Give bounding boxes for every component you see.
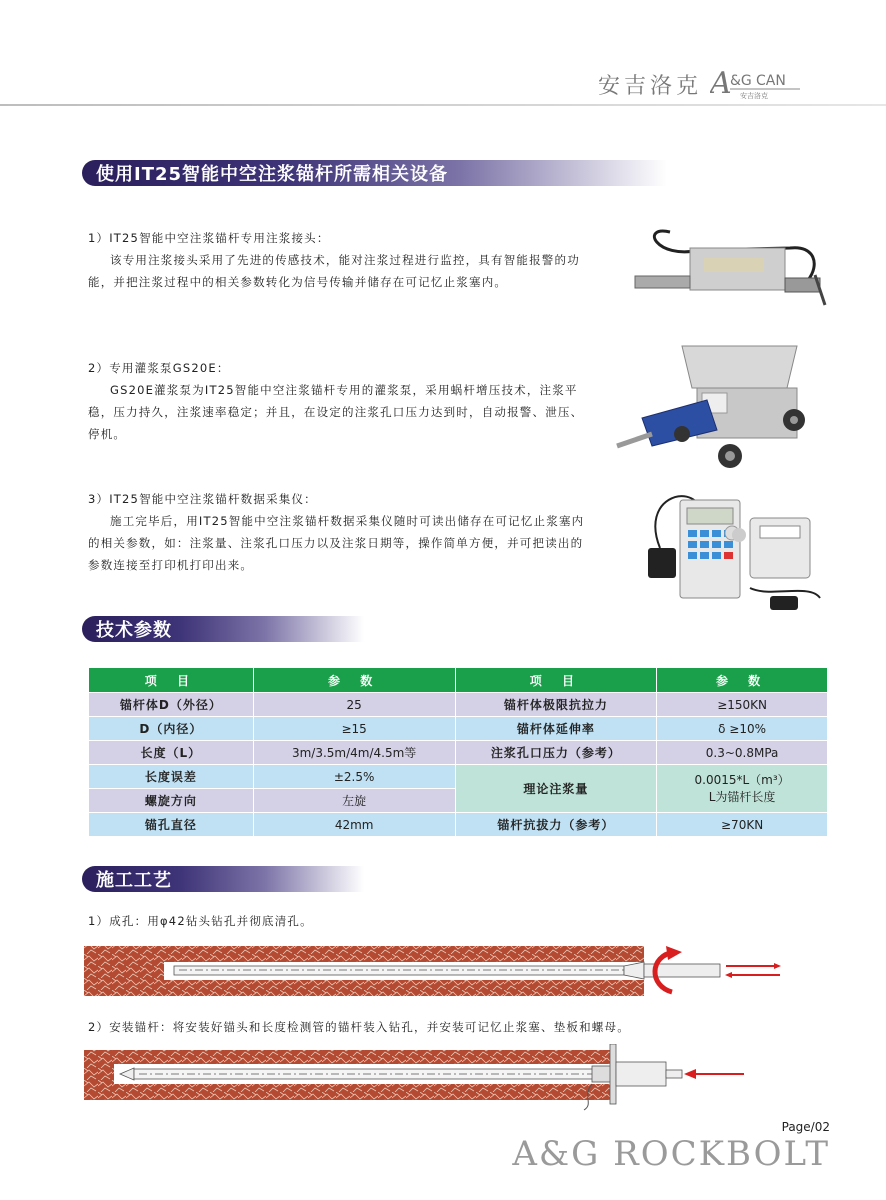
table-cell-merged (657, 765, 828, 813)
table-cell: 锚杆体D（外径） (89, 693, 254, 717)
company-logo (710, 67, 802, 101)
table-cell: δ ≥10% (657, 717, 828, 741)
equipment-item-body: 施工完毕后，用IT25智能中空注浆锚杆数据采集仪随时可读出储存在可记忆止浆塞内的相关参数，如：注浆量、注浆孔口压力以及注浆日期等，操作简单方便，并可把读出的参数连接至打印机打印出来。 (88, 514, 585, 572)
section-title-equipment (82, 160, 667, 186)
header-divider (0, 104, 886, 106)
section-title-text: 施工工艺 (96, 870, 172, 891)
grout-volume-formula: 0.0015*L（m³） (694, 772, 790, 787)
svg-text:CAN: CAN (756, 73, 786, 89)
drilling-diagram (84, 942, 784, 1000)
table-row (89, 741, 828, 765)
construction-step-2: 2）安装锚杆：将安装好锚头和长度检测管的锚杆装入钻孔，并安装可记忆止浆塞、垫板和螺母。 (88, 1020, 630, 1034)
table-cell: ≥70KN (657, 813, 828, 837)
header-brand (598, 66, 802, 102)
equipment-item-title: 2）专用灌浆泵GS20E： (88, 361, 230, 375)
svg-text:A: A (710, 67, 732, 101)
table-row (89, 717, 828, 741)
svg-text:&G: &G (730, 73, 752, 89)
page-number: Page/02 (781, 1120, 830, 1134)
table-cell: ≥15 (253, 717, 455, 741)
table-cell: ±2.5% (253, 765, 455, 789)
table-cell: 锚杆体极限抗拉力 (455, 693, 657, 717)
table-cell: 长度误差 (89, 765, 254, 789)
equipment-item-title: 1）IT25智能中空注浆锚杆专用注浆接头： (88, 231, 330, 245)
table-cell: 锚孔直径 (89, 813, 254, 837)
section-title-construction (82, 866, 364, 892)
equipment-item-3 (88, 488, 588, 576)
section-title-text: 使用IT25智能中空注浆锚杆所需相关设备 (96, 164, 449, 185)
equipment-item-title: 3）IT25智能中空注浆锚杆数据采集仪： (88, 492, 317, 506)
table-cell: 长度（L） (89, 741, 254, 765)
equipment-item-1 (88, 227, 588, 293)
table-cell: D（内径） (89, 717, 254, 741)
equipment-item-body: 该专用注浆接头采用了先进的传感技术，能对注浆过程进行监控，具有智能报警的功能，并把注浆过程中的相关参数转化为信号传输并储存在可记忆止浆塞内。 (88, 253, 580, 289)
table-header-item: 项 目 (89, 668, 254, 693)
table-cell: 25 (253, 693, 455, 717)
table-header-item: 项 目 (455, 668, 657, 693)
table-row (89, 693, 828, 717)
table-cell: 锚杆抗拔力（参考） (455, 813, 657, 837)
table-cell: 0.3~0.8MPa (657, 741, 828, 765)
construction-step-1: 1）成孔：用φ42钻头钻孔并彻底清孔。 (88, 914, 313, 928)
data-collector-photo (620, 488, 830, 618)
section-title-specs (82, 616, 364, 642)
table-cell: 左旋 (253, 789, 455, 813)
table-row (89, 765, 828, 789)
equipment-item-body: GS20E灌浆泵为IT25智能中空注浆锚杆专用的灌浆泵，采用蜗杆增压技术，注浆平稳，压力持久，注浆速率稳定；并且，在设定的注浆孔口压力达到时，自动报警、泄压、停机。 (88, 383, 584, 441)
grout-volume-note: L为锚杆长度 (708, 789, 776, 804)
table-header-row (89, 668, 828, 693)
footer-brand: A&G ROCKBOLT (512, 1134, 830, 1174)
table-header-value: 参 数 (253, 668, 455, 693)
brand-name-cn: 安吉洛克 (598, 73, 703, 99)
table-cell: 3m/3.5m/4m/4.5m等 (253, 741, 455, 765)
table-cell: ≥150KN (657, 693, 828, 717)
svg-text:安吉洛克: 安吉洛克 (740, 92, 769, 100)
table-cell: 注浆孔口压力（参考） (455, 741, 657, 765)
table-cell: 螺旋方向 (89, 789, 254, 813)
table-row (89, 813, 828, 837)
bolt-installation-diagram (84, 1044, 784, 1112)
section-title-text: 技术参数 (96, 620, 172, 641)
table-cell: 42mm (253, 813, 455, 837)
technical-parameters-table (88, 667, 828, 837)
grout-pump-photo (612, 338, 812, 468)
table-header-value: 参 数 (657, 668, 828, 693)
grouting-connector-photo (630, 220, 830, 310)
equipment-item-2 (88, 357, 588, 445)
table-cell: 理论注浆量 (455, 765, 657, 813)
table-cell: 锚杆体延伸率 (455, 717, 657, 741)
